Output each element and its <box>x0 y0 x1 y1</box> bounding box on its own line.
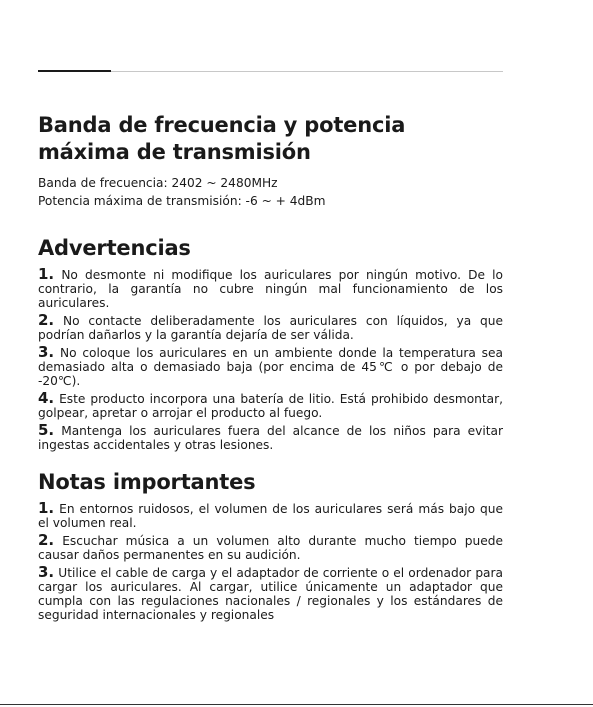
warning-item-number: 4. <box>38 389 55 407</box>
note-item-number: 2. <box>38 531 55 549</box>
note-item-number: 1. <box>38 499 55 517</box>
header-rule-accent <box>38 70 111 72</box>
warning-item-text: No contacte deliberadamente los auriculares con líquidos, ya que podrían dañarlos y la garantía dejaría de ser válida. <box>38 314 503 342</box>
warning-item <box>38 267 503 310</box>
warning-item-number: 3. <box>38 343 55 361</box>
max-power-line: Potencia máxima de transmisión: -6 ~ + 4dBm <box>38 194 326 208</box>
warning-item-number: 5. <box>38 421 55 439</box>
warning-item <box>38 391 503 420</box>
notes-section-title: Notas importantes <box>38 470 256 494</box>
note-item-text: En entornos ruidosos, el volumen de los auriculares será más bajo que el volumen real. <box>38 502 504 530</box>
warning-item <box>38 345 503 388</box>
note-item-text: Utilice el cable de carga y el adaptador de corriente o el ordenador para cargar los auriculares. Al cargar, utilice únicamente un adaptador que cumpla con las regulaciones nacionales / regionales y los estándares de seguridad internacionales y regionales <box>38 566 504 622</box>
warning-item-text: No coloque los auriculares en un ambiente donde la temperatura sea demasiado alta o demasiado baja (por encima de 45℃ o por debajo de -20℃). <box>38 346 503 388</box>
note-item <box>38 501 503 530</box>
frequency-section-title: Banda de frecuencia y potencia máxima de transmisión <box>38 113 406 164</box>
note-item <box>38 565 503 622</box>
header-rule <box>38 70 503 72</box>
note-item <box>38 533 503 562</box>
warning-item-text: Mantenga los auriculares fuera del alcance de los niños para evitar ingestas accidentales y otras lesiones. <box>38 424 503 452</box>
warning-item-text: Este producto incorpora una batería de litio. Está prohibido desmontar, golpear, apretar o arrojar el producto al fuego. <box>38 392 504 420</box>
page-bottom-border <box>0 704 593 705</box>
warning-item <box>38 313 503 342</box>
warnings-section-title: Advertencias <box>38 236 191 260</box>
note-item-number: 3. <box>38 563 55 581</box>
document-body <box>38 112 503 625</box>
warning-item <box>38 423 503 452</box>
warning-item-text: No desmonte ni modifique los auriculares por ningún motivo. De lo contrario, la garantía no cubre ningún mal funcionamiento de los auriculares. <box>38 268 503 310</box>
warning-item-number: 1. <box>38 265 55 283</box>
frequency-band-line: Banda de frecuencia: 2402 ~ 2480MHz <box>38 176 278 190</box>
note-item-text: Escuchar música a un volumen alto durante mucho tiempo puede causar daños permanentes en su audición. <box>38 534 503 562</box>
warning-item-number: 2. <box>38 311 55 329</box>
